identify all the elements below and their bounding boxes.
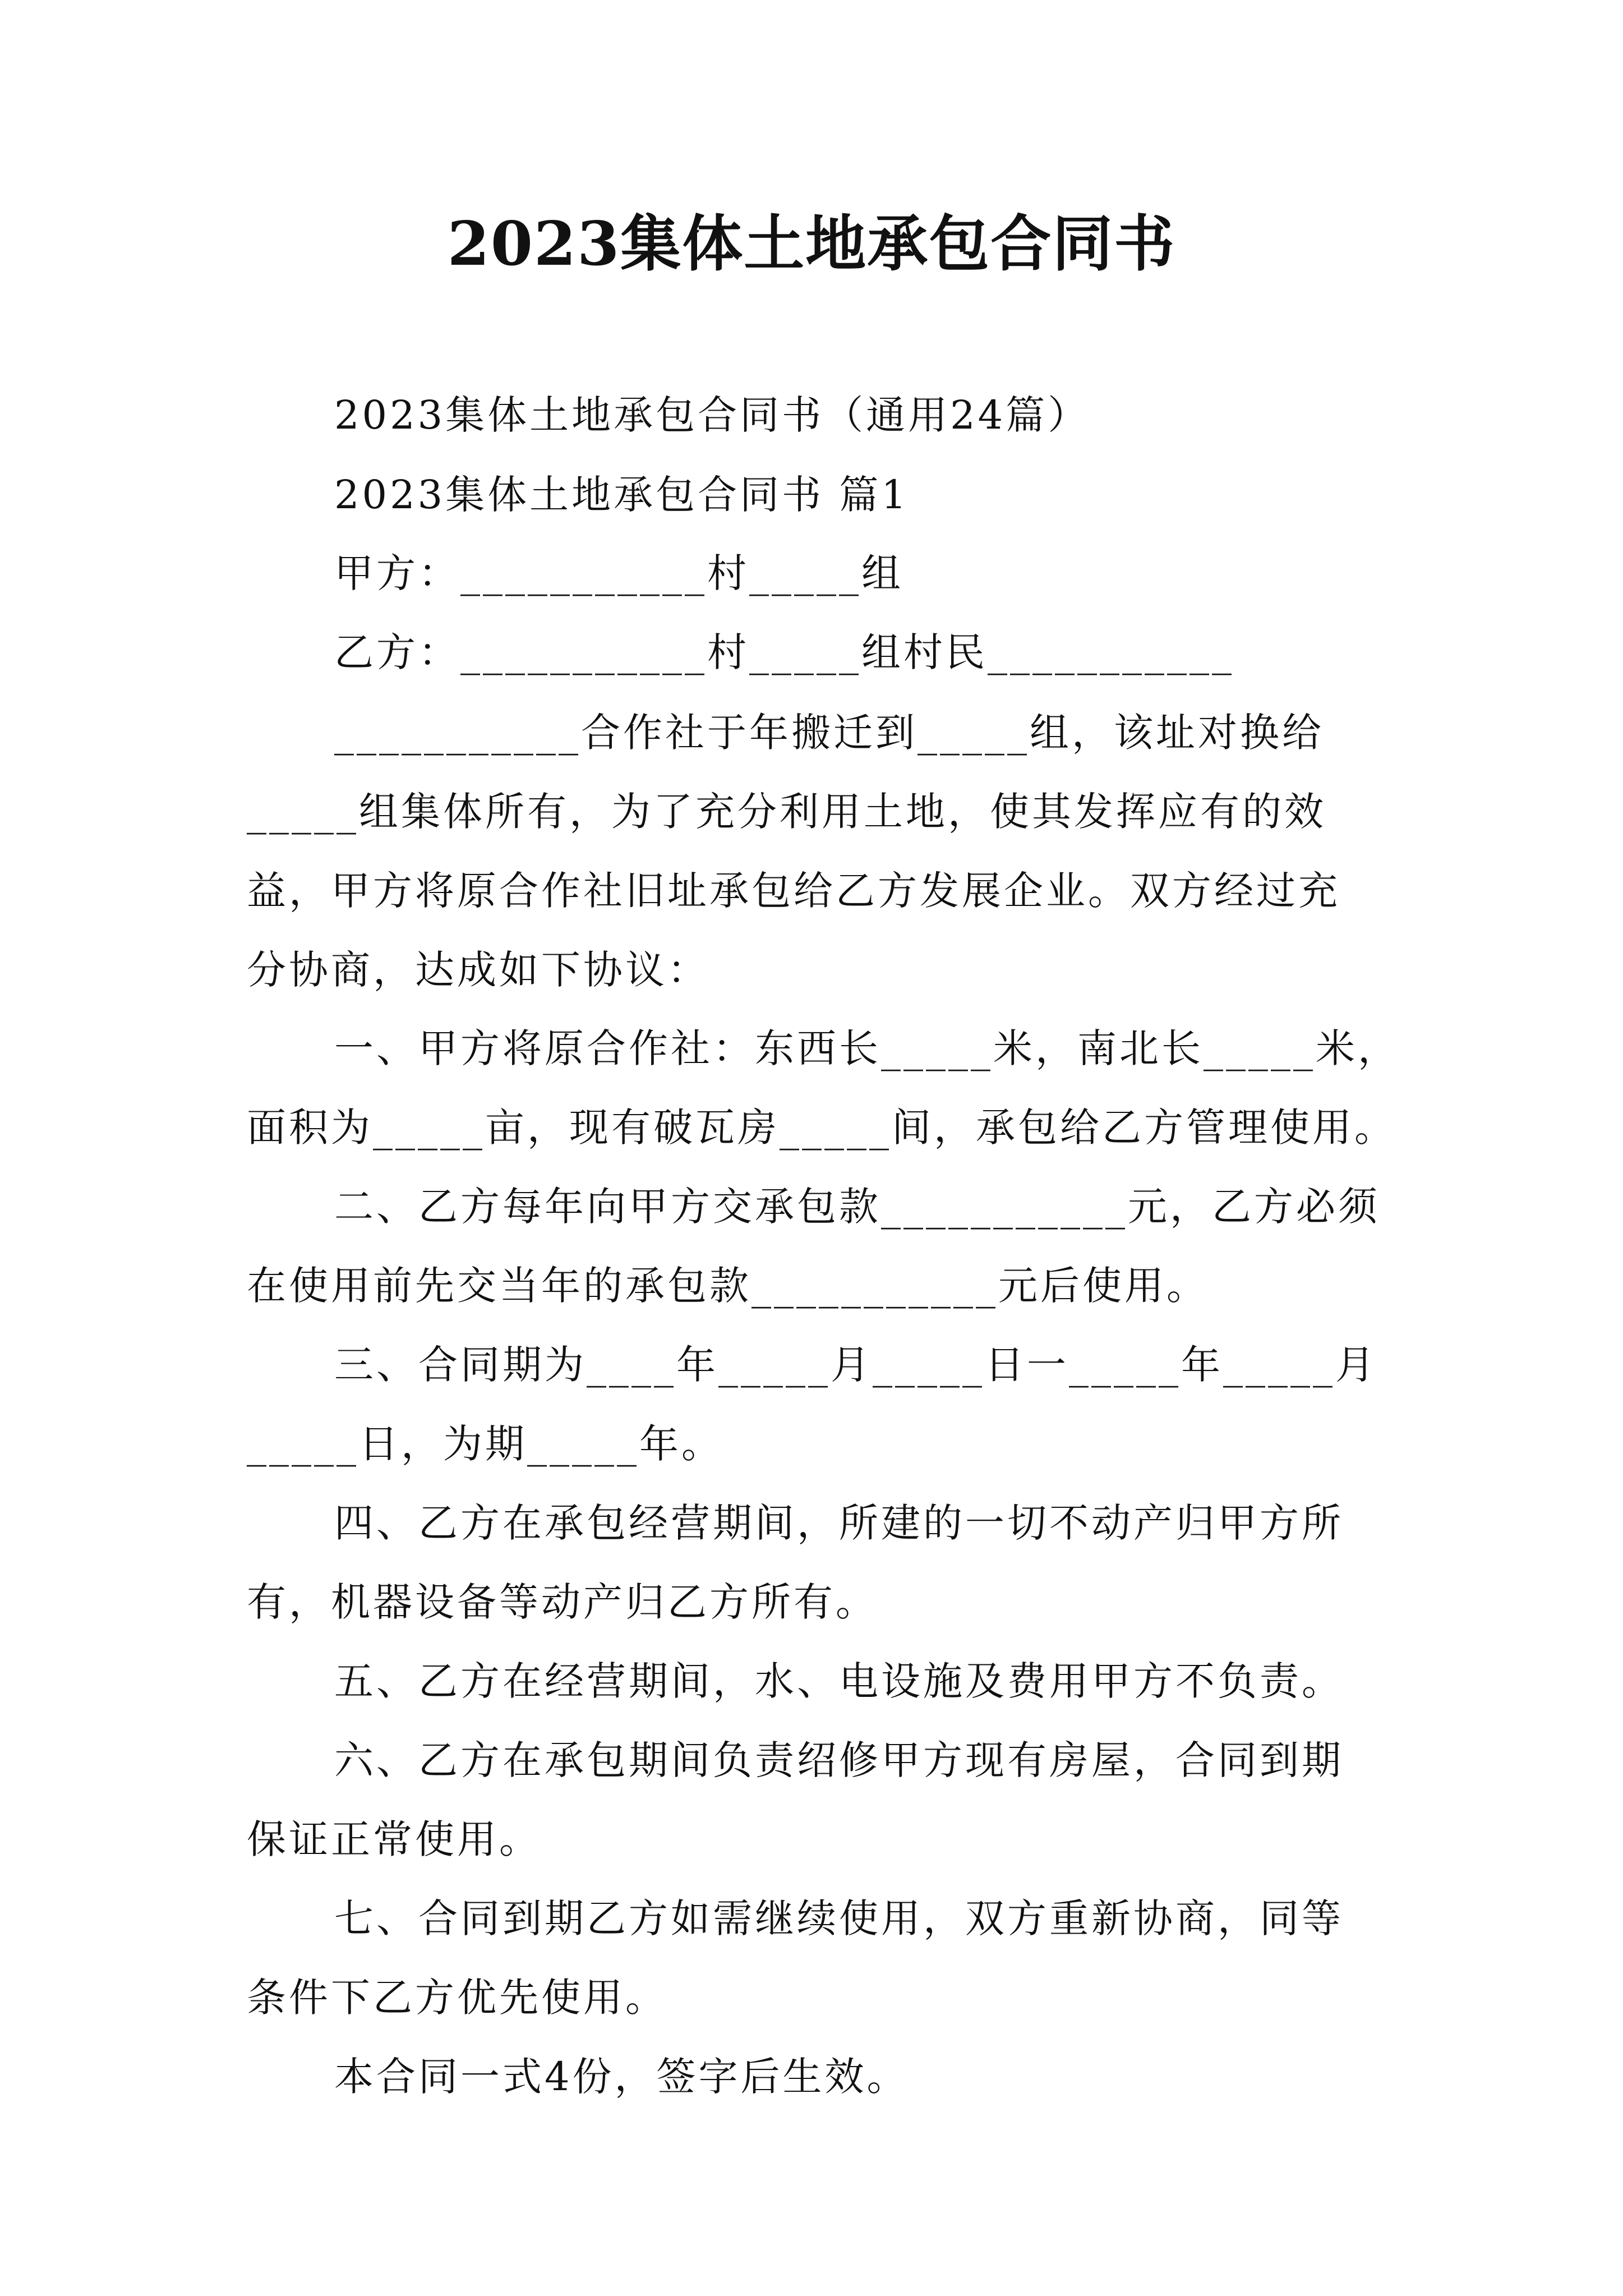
clause-line: 二、乙方每年向甲方交承包款___________元，乙方必须	[334, 1184, 1380, 1230]
clause-line: 三、合同期为____年_____月_____日一_____年_____月	[334, 1342, 1377, 1388]
clause-line: 七、合同到期乙方如需继续使用，双方重新协商，同等	[334, 1895, 1344, 1941]
clause-line: 六、乙方在承包期间负责绍修甲方现有房屋，合同到期	[334, 1737, 1344, 1783]
clause-line: 在使用前先交当年的承包款___________元后使用。	[247, 1263, 1209, 1309]
clause-line: 保证正常使用。	[247, 1816, 541, 1862]
document-title: 2023集体土地承包合同书	[447, 209, 1176, 279]
clause-line: _____日，为期_____年。	[247, 1421, 723, 1467]
party-b-line: 乙方：___________村_____组村民___________	[334, 629, 1234, 675]
section-heading: 2023集体土地承包合同书 篇1	[334, 472, 909, 518]
clause-line: 五、乙方在经营期间，水、电设施及费用甲方不负责。	[334, 1658, 1344, 1704]
paragraph-line: 益，甲方将原合作社旧址承包给乙方发展企业。双方经过充	[247, 868, 1340, 914]
closing-line: 本合同一式4份，签字后生效。	[334, 2054, 909, 2100]
clause-line: 四、乙方在承包经营期间，所建的一切不动产归甲方所	[334, 1500, 1344, 1546]
paragraph-line: 分协商，达成如下协议：	[247, 947, 709, 993]
clause-line: 面积为_____亩，现有破瓦房_____间，承包给乙方管理使用。	[247, 1105, 1396, 1151]
paragraph-line: ___________合作社于年搬迁到_____组，该址对换给	[334, 710, 1324, 756]
clause-line: 条件下乙方优先使用。	[247, 1975, 667, 2021]
clause-line: 一、甲方将原合作社：东西长_____米，南北长_____米，	[334, 1025, 1400, 1071]
party-a-line: 甲方：___________村_____组	[334, 550, 903, 596]
paragraph-line: _____组集体所有，为了充分利用土地，使其发挥应有的效	[247, 789, 1326, 835]
subtitle-line: 2023集体土地承包合同书（通用24篇）	[334, 392, 1090, 438]
clause-line: 有，机器设备等动产归乙方所有。	[247, 1579, 878, 1625]
